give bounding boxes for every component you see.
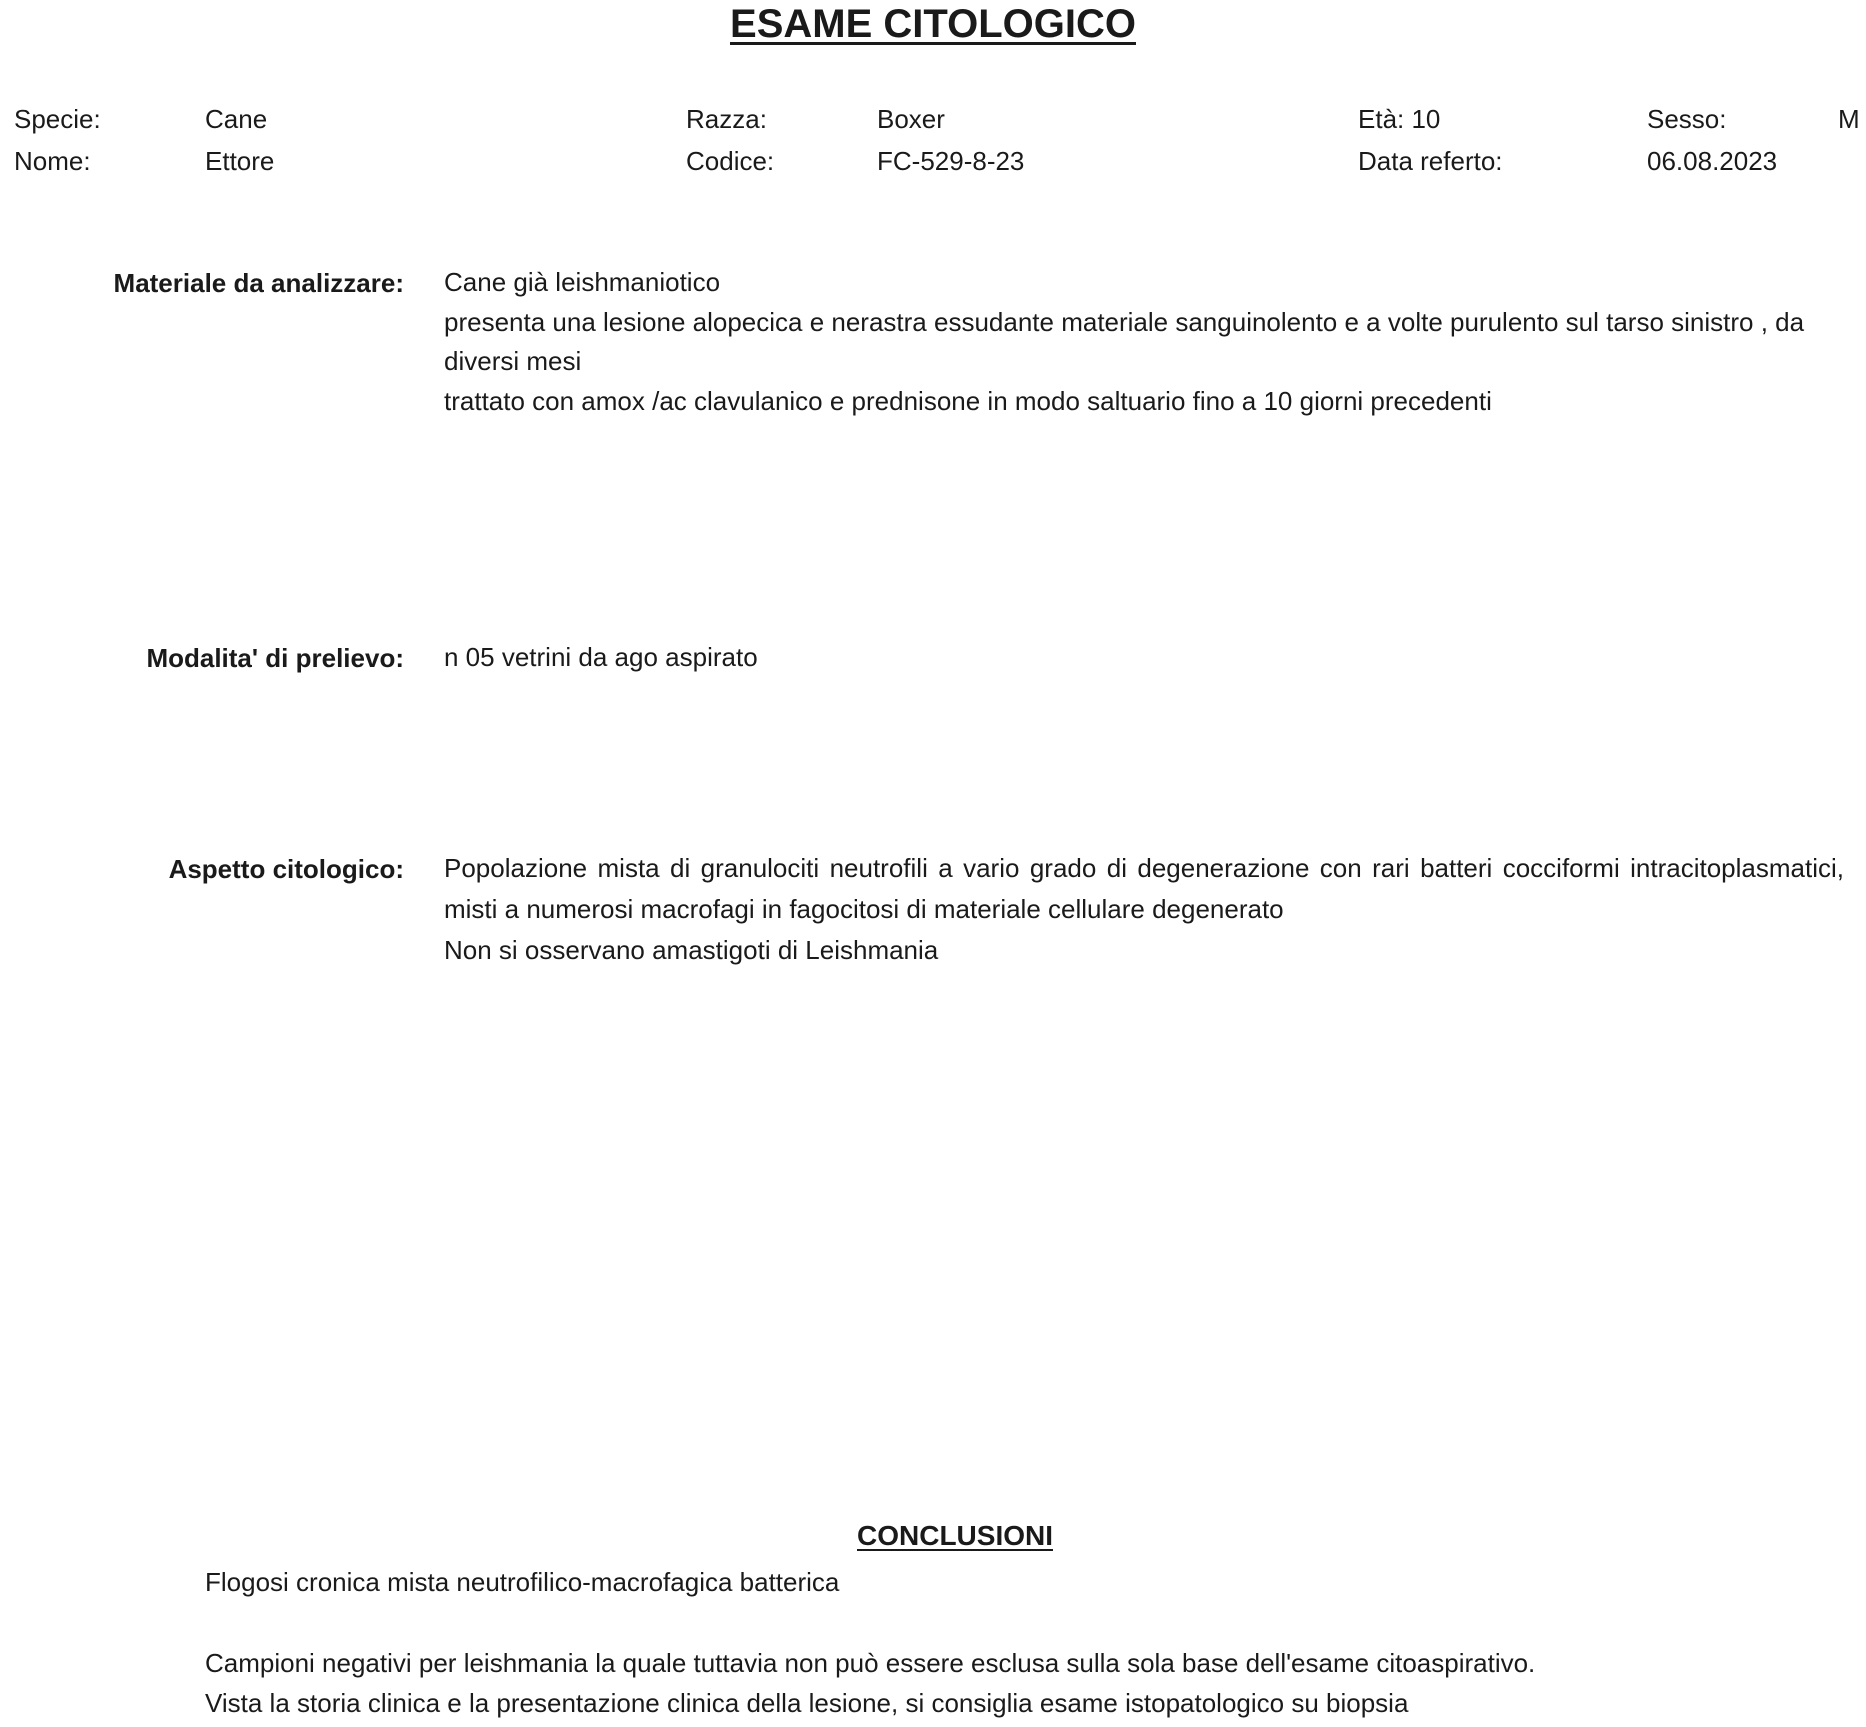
- conclusions-diagnosis: Flogosi cronica mista neutrofilico-macrofagica batterica: [205, 1567, 840, 1597]
- material-label: Materiale da analizzare:: [113, 268, 404, 298]
- cytology-line: Non si osservano amastigoti di Leishmania: [444, 935, 939, 965]
- sex-label: Sesso:: [1647, 104, 1727, 134]
- name-label: Nome:: [14, 146, 91, 176]
- material-line: trattato con amox /ac clavulanico e prednisone in modo saltuario fino a 10 giorni precedenti: [444, 386, 1492, 416]
- material-line: presenta una lesione alopecica e nerastra essudante materiale sanguinolento e a volte purulento sul tarso sinistro , da diversi mesi: [444, 307, 1805, 376]
- page-title: ESAME CITOLOGICO: [730, 2, 1136, 46]
- code-label: Codice:: [686, 146, 775, 176]
- cytology-text: [444, 848, 1844, 971]
- report-date-value: 06.08.2023: [1647, 146, 1778, 176]
- sampling-label: Modalita' di prelievo:: [146, 643, 404, 673]
- cytology-line: Popolazione mista di granulociti neutrofili a vario grado di degenerazione con rari batteri cocciformi intracitoplasmatici, misti a numerosi macrofagi in fagocitosi di materiale cellulare degenerato: [444, 853, 1844, 924]
- species-value: Cane: [205, 104, 268, 134]
- sampling-line: n 05 vetrini da ago aspirato: [444, 642, 758, 672]
- conclusions-note: Vista la storia clinica e la presentazione clinica della lesione, si consiglia esame istopatologico su biopsia: [205, 1688, 1409, 1718]
- report-date-label: Data referto:: [1358, 146, 1503, 176]
- material-text: [444, 262, 1844, 422]
- species-label: Specie:: [14, 104, 101, 134]
- cytology-label: Aspetto citologico:: [168, 854, 404, 884]
- breed-value: Boxer: [877, 104, 945, 134]
- material-line: Cane già leishmaniotico: [444, 267, 721, 297]
- code-value: FC-529-8-23: [877, 146, 1025, 176]
- sex-value: M: [1838, 104, 1860, 134]
- sampling-text: [444, 637, 1844, 678]
- breed-label: Razza:: [686, 104, 767, 134]
- conclusions-title: CONCLUSIONI: [857, 1520, 1053, 1551]
- age-field: Età: 10: [1358, 104, 1441, 134]
- conclusions-note: Campioni negativi per leishmania la quale tuttavia non può essere esclusa sulla sola base dell'esame citoaspirativo.: [205, 1648, 1536, 1678]
- name-value: Ettore: [205, 146, 275, 176]
